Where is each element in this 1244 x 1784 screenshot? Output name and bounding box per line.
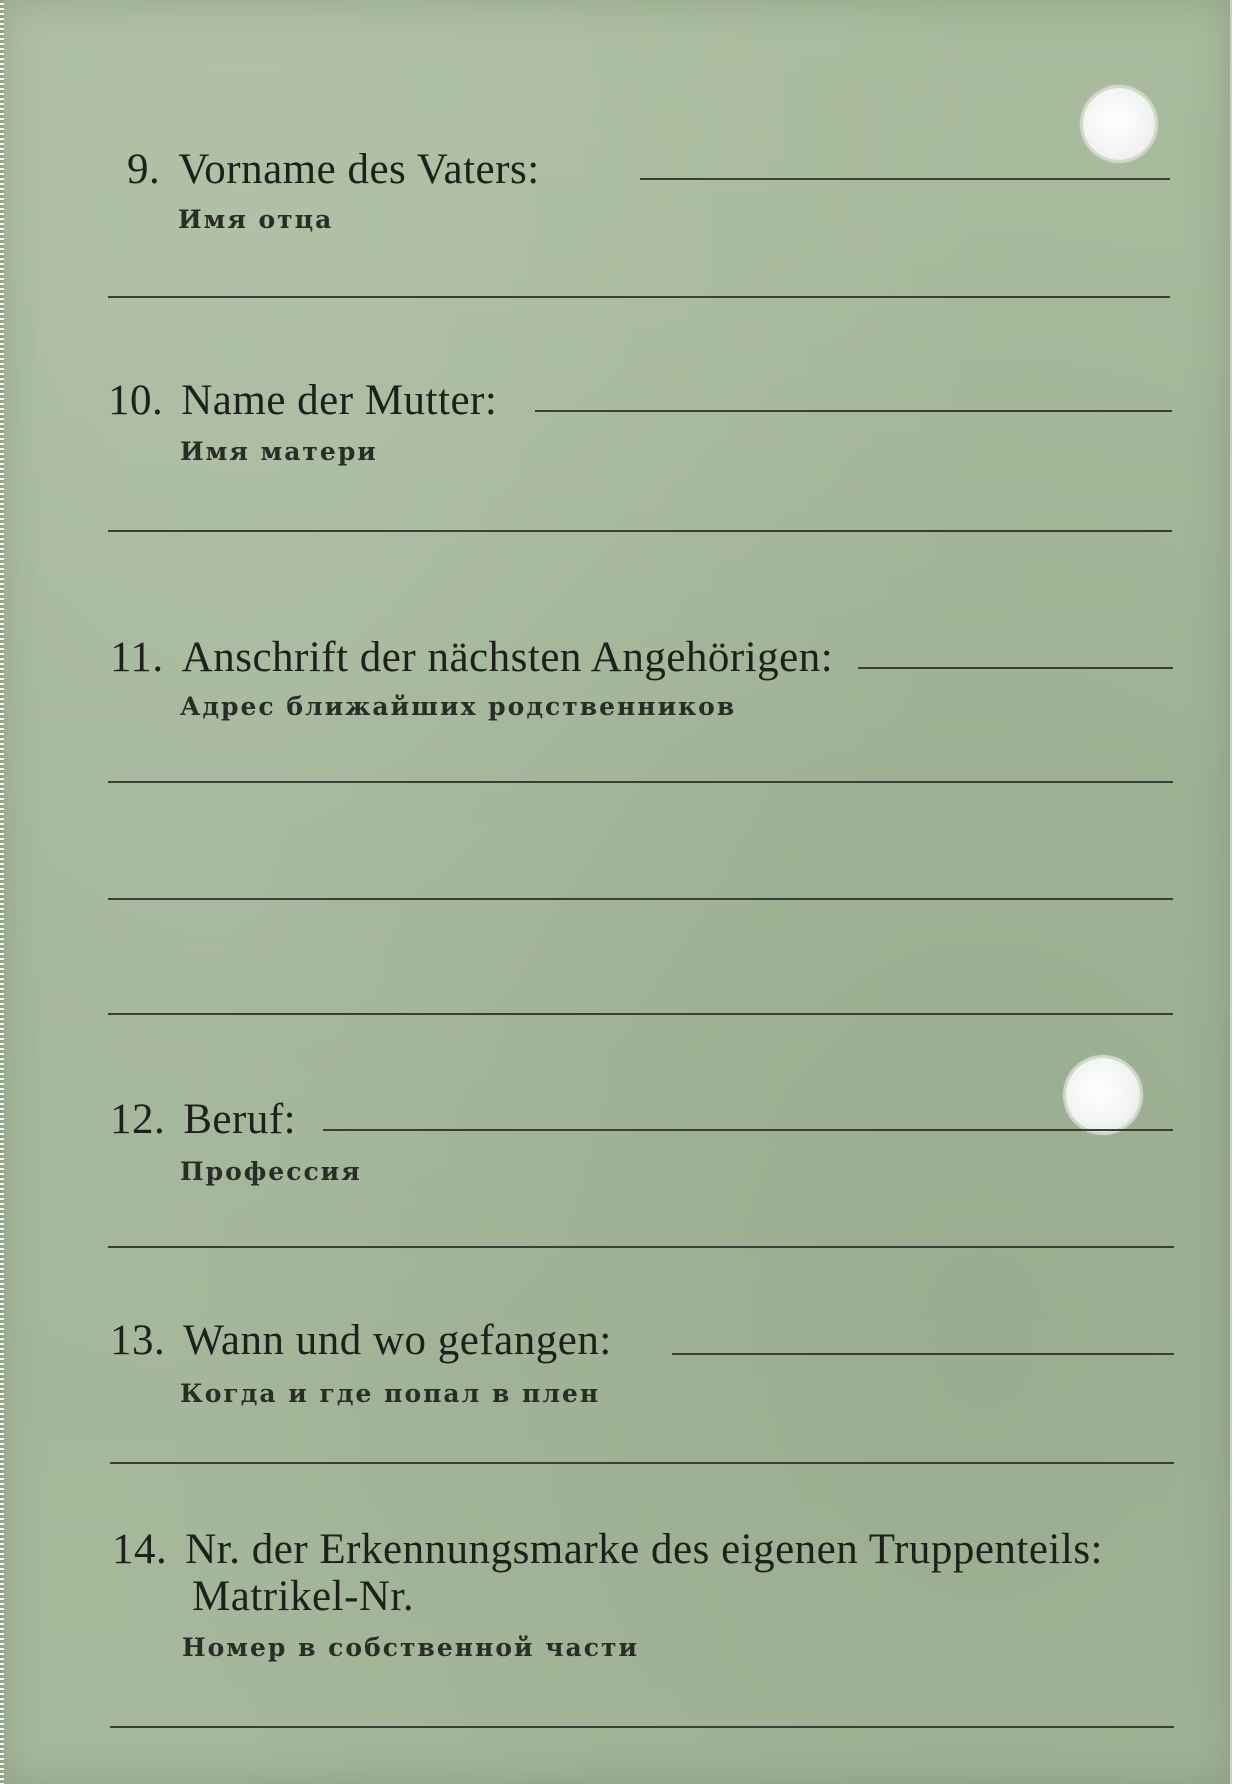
answer-line[interactable] bbox=[108, 1246, 1174, 1248]
field-number: 9. bbox=[127, 146, 161, 193]
punch-hole bbox=[1066, 1058, 1140, 1132]
field-german-text: Wann und wo gefangen: bbox=[183, 1317, 612, 1364]
answer-line[interactable] bbox=[108, 898, 1173, 900]
answer-line[interactable] bbox=[323, 1129, 1173, 1131]
field-german-label bbox=[110, 1316, 612, 1365]
answer-line[interactable] bbox=[110, 1462, 1174, 1464]
field-russian-label: Когда и где попал в плен bbox=[180, 1379, 601, 1408]
field-russian-label: Профессия bbox=[180, 1157, 362, 1186]
answer-line[interactable] bbox=[108, 530, 1172, 532]
answer-line[interactable] bbox=[858, 667, 1173, 669]
field-german-label bbox=[108, 376, 497, 425]
field-german-text: Anschrift der nächsten Angehörigen: bbox=[181, 634, 834, 681]
field-german-label bbox=[110, 633, 833, 682]
field-german-text: Beruf: bbox=[183, 1096, 297, 1143]
field-german-label bbox=[110, 1095, 296, 1144]
answer-line[interactable] bbox=[108, 781, 1173, 783]
field-russian-label: Имя отца bbox=[178, 205, 334, 234]
field-german-text: Name der Mutter: bbox=[181, 377, 498, 424]
field-german-text: Vorname des Vaters: bbox=[178, 146, 540, 193]
field-german-label-line2: Matrikel-Nr. bbox=[192, 1573, 415, 1620]
field-number: 10. bbox=[108, 377, 164, 424]
answer-line[interactable] bbox=[108, 296, 1170, 298]
field-german-label bbox=[127, 145, 540, 194]
field-number: 11. bbox=[110, 634, 164, 681]
answer-line[interactable] bbox=[535, 410, 1172, 412]
field-russian-label: Адрес ближайших родственников bbox=[180, 692, 737, 721]
answer-line[interactable] bbox=[110, 1726, 1174, 1728]
field-german-label bbox=[112, 1525, 1103, 1574]
punch-hole bbox=[1083, 88, 1155, 160]
answer-line[interactable] bbox=[108, 1013, 1173, 1015]
field-number: 12. bbox=[110, 1096, 166, 1143]
field-number: 13. bbox=[110, 1317, 166, 1364]
answer-line[interactable] bbox=[640, 178, 1170, 180]
answer-line[interactable] bbox=[672, 1353, 1174, 1355]
field-russian-label: Имя матери bbox=[180, 437, 378, 466]
field-russian-label: Номер в собственной части bbox=[182, 1633, 640, 1662]
field-number: 14. bbox=[112, 1526, 168, 1573]
field-german-text: Nr. der Erkennungsmarke des eigenen Truppenteils: bbox=[185, 1526, 1104, 1573]
